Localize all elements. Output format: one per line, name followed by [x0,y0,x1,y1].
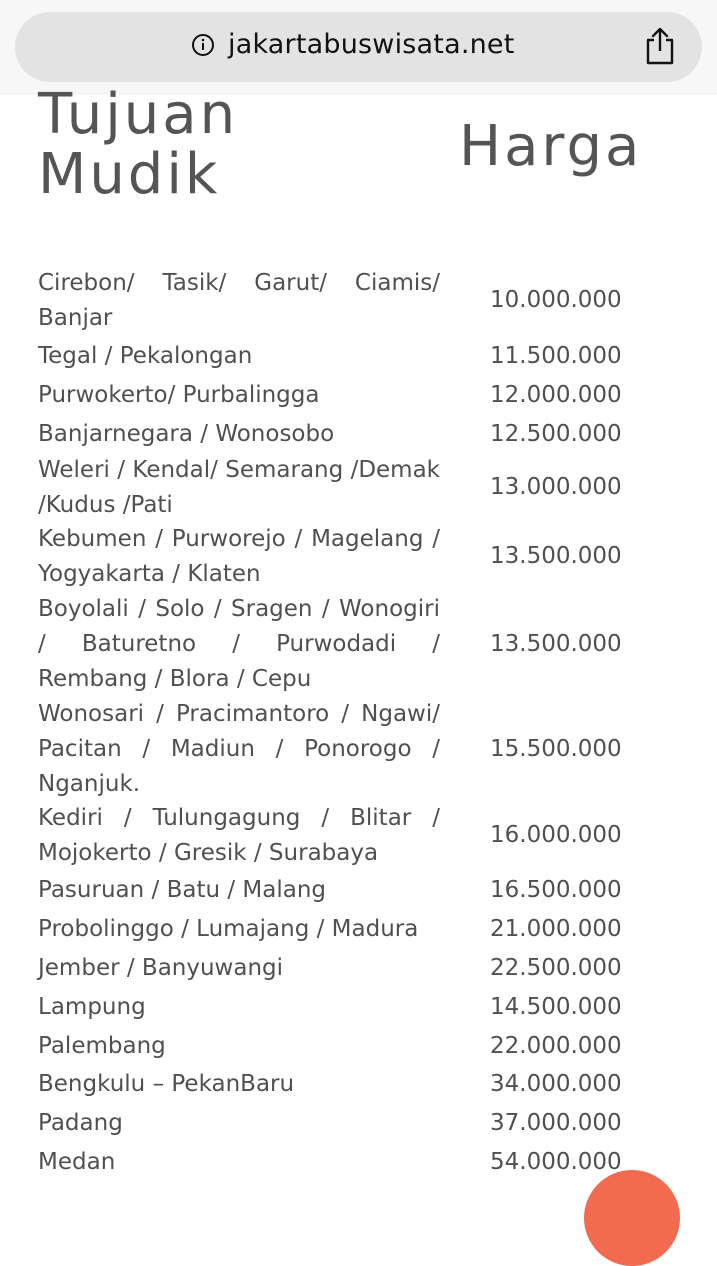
destination-cell: Cirebon/ Tasik/ Garut/ Ciamis/ Banjar [38,270,440,331]
price-cell: 16.500.000 [490,877,622,903]
column-header-price: Harga [459,114,643,179]
destination-cell: Boyolali / Solo / Sragen / Wonogiri / Baturetno / Purwodadi / Rembang / Blora / Cepu [38,596,440,692]
destination-cell: Tegal / Pekalongan [38,343,253,369]
destination-cell: Probolinggo / Lumajang / Madura [38,916,419,942]
url-text[interactable]: jakartabuswisata.net [228,29,515,60]
page-content [0,82,717,1200]
destination-cell: Pasuruan / Batu / Malang [38,877,327,903]
destination-cell: Weleri / Kendal/ Semarang /Demak /Kudus /Pati [38,457,440,518]
destination-cell: Bengkulu – PekanBaru [38,1071,295,1097]
floating-action-button[interactable] [584,1170,680,1266]
price-cell: 12.500.000 [490,421,622,447]
destination-cell: Wonosari / Pracimantoro / Ngawi/ Pacitan / Madiun / Ponorogo / Nganjuk. [38,701,440,797]
price-cell: 14.500.000 [490,994,622,1020]
price-cell: 13.000.000 [490,474,622,500]
destination-cell: Purwokerto/ Purbalingga [38,382,320,408]
info-icon[interactable] [191,33,215,57]
share-icon[interactable] [643,26,677,66]
price-cell: 15.500.000 [490,736,622,762]
price-cell: 34.000.000 [490,1071,622,1097]
price-cell: 10.000.000 [490,287,622,313]
price-cell: 22.500.000 [490,955,622,981]
destination-cell: Banjarnegara / Wonosobo [38,421,335,447]
price-cell: 21.000.000 [490,916,622,942]
price-cell: 13.500.000 [490,543,622,569]
column-header-destination: Tujuan Mudik [38,82,239,207]
browser-toolbar [0,0,717,95]
destination-cell: Palembang [38,1033,166,1059]
destination-cell: Kediri / Tulungagung / Blitar / Mojokerto / Gresik / Surabaya [38,805,440,866]
destination-cell: Padang [38,1110,123,1136]
price-cell: 22.000.000 [490,1033,622,1059]
destination-cell: Kebumen / Purworejo / Magelang / Yogyakarta / Klaten [38,526,440,587]
destination-cell: Medan [38,1149,116,1175]
price-cell: 11.500.000 [490,343,622,369]
price-cell: 54.000.000 [490,1149,622,1175]
destination-cell: Lampung [38,994,146,1020]
destination-cell: Jember / Banyuwangi [38,955,284,981]
price-cell: 37.000.000 [490,1110,622,1136]
price-cell: 16.000.000 [490,822,622,848]
price-cell: 13.500.000 [490,631,622,657]
price-cell: 12.000.000 [490,382,622,408]
